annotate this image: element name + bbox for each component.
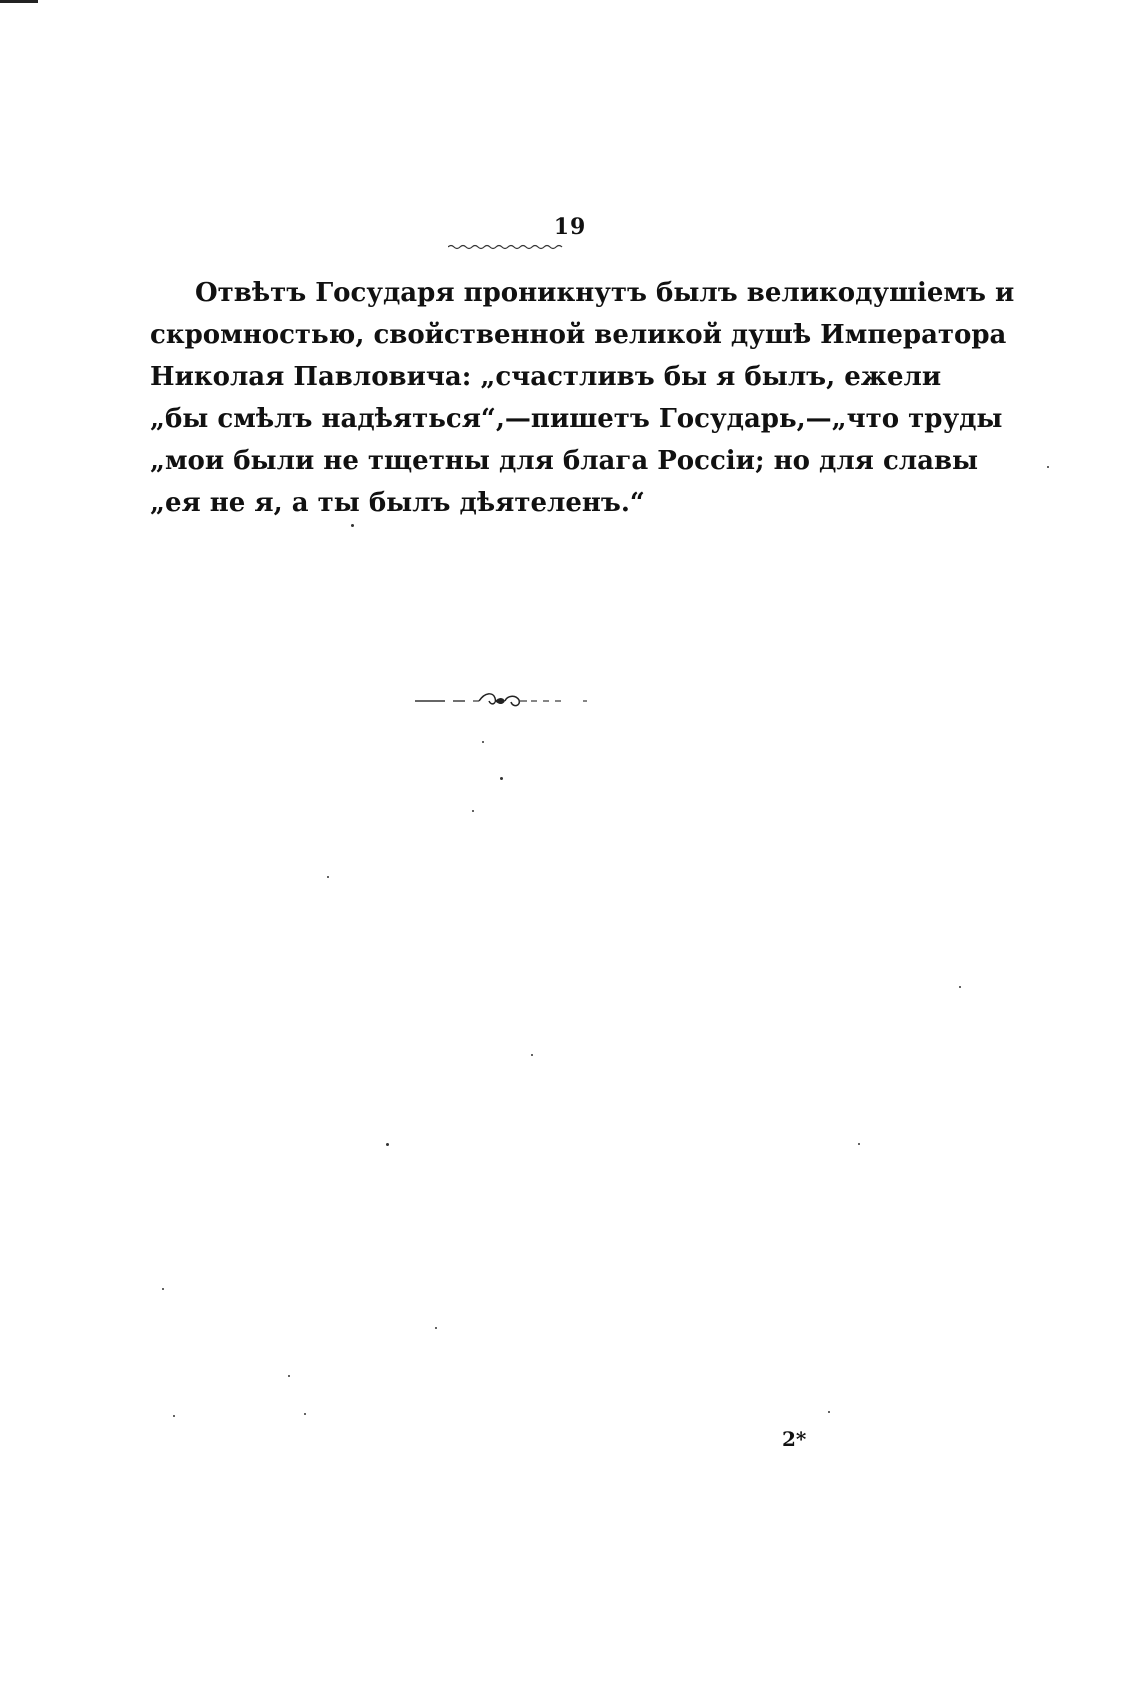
print-speck (482, 741, 484, 743)
body-text (150, 272, 1015, 524)
print-speck (858, 1143, 860, 1145)
text-line: „мои были не тщетны для блага Россіи; но для славы (150, 446, 979, 476)
print-speck (288, 1375, 290, 1377)
print-speck (500, 777, 503, 780)
print-speck (828, 1411, 830, 1413)
wavy-rule (448, 243, 564, 251)
print-speck (531, 1054, 533, 1056)
text-line: Николая Павловича: „счастливъ бы я былъ, ежели (150, 362, 942, 392)
print-speck (472, 810, 474, 812)
print-speck (304, 1413, 306, 1415)
print-speck (327, 876, 329, 878)
text-line: „ея не я, а ты былъ дѣятеленъ.“ (150, 488, 645, 518)
print-speck (386, 1143, 389, 1146)
print-speck (351, 524, 354, 527)
print-speck (959, 986, 961, 988)
page-number: 19 (553, 214, 587, 240)
ornament-divider (415, 688, 595, 712)
text-line: скромностью, свойственной великой душѣ Императора (150, 320, 1007, 350)
print-speck (162, 1288, 164, 1290)
print-speck (173, 1415, 175, 1417)
print-speck (1047, 466, 1049, 468)
print-speck (435, 1327, 437, 1329)
text-line: Отвѣтъ Государя проникнутъ былъ великодушіемъ и (195, 278, 1015, 308)
text-line: „бы смѣлъ надѣяться“,—пишетъ Государь,—„что труды (150, 404, 1003, 434)
signature-mark: 2* (782, 1427, 807, 1451)
scan-corner-mark (0, 0, 38, 3)
